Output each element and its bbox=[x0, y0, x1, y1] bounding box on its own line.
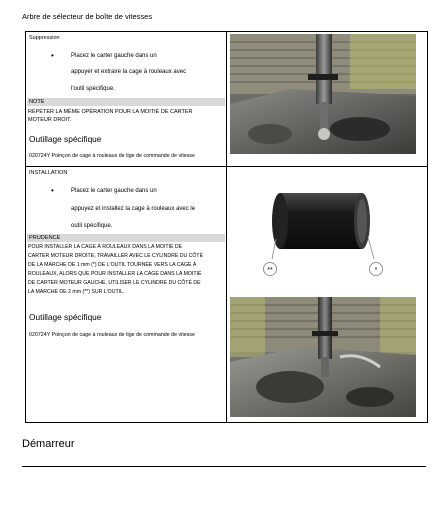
section-divider bbox=[25, 166, 428, 167]
instruction-line: l'outil spécifique. bbox=[71, 86, 115, 92]
instruction-line: Placez le carter gauche dans un bbox=[71, 188, 157, 194]
removal-photo bbox=[230, 34, 416, 154]
special-tools-title: Outillage spécifique bbox=[29, 134, 102, 144]
caution-text-line: LA MARCHE DE 2 mm (**) SUR L'OUTIL. bbox=[28, 289, 125, 295]
caution-text-line: CARTER MOTEUR DROITE, TRAVAILLER AVEC LE CYLINDRE DU CÔTÉ bbox=[28, 253, 204, 259]
instruction-line: outil spécifique. bbox=[71, 223, 113, 229]
column-divider bbox=[226, 31, 227, 423]
tool-cylinder-photo bbox=[230, 169, 416, 289]
section-installation-title: INSTALLATION bbox=[29, 170, 68, 176]
caution-text-line: POUR INSTALLER LA CAGE À ROULEAUX DANS LA MOITIÉ DE bbox=[28, 244, 183, 250]
callout-double-star: ** bbox=[267, 267, 273, 274]
note-label: NOTE bbox=[27, 98, 225, 106]
tool-item: 020724Y Poinçon de cage à rouleaux de tige de commande de vitesse bbox=[29, 153, 195, 159]
instruction-line: appuyez et installez la cage à rouleaux avec le bbox=[71, 206, 196, 212]
caution-text-line: ROULEAUX, ALORS QUE POUR INSTALLER LA CAGE DANS LA MOITIÉ bbox=[28, 271, 202, 277]
instruction-line: appuyer et extraire la cage à rouleaux avec bbox=[71, 69, 187, 75]
special-tools-title: Outillage spécifique bbox=[29, 312, 102, 322]
bottom-divider bbox=[25, 422, 428, 423]
note-text-line: RÉPÉTER LA MÊME OPÉRATION POUR LA MOITIÉ DE CARTER bbox=[28, 109, 193, 115]
page-header-title: Arbre de sélecteur de boîte de vitesses bbox=[22, 12, 153, 21]
bullet: • bbox=[51, 186, 54, 195]
bullet: • bbox=[51, 51, 54, 60]
instruction-line: Placez le carter gauche dans un bbox=[71, 53, 157, 59]
left-border bbox=[25, 31, 26, 423]
installation-photo bbox=[230, 297, 416, 417]
next-section-underline bbox=[22, 466, 426, 467]
caution-text-line: DE CARTER MOTEUR GAUCHE, UTILISER LE CYLINDRE DU CÔTÉ DE bbox=[28, 280, 201, 286]
right-border bbox=[427, 31, 428, 423]
caution-label: PRUDENCE bbox=[27, 234, 225, 242]
tool-item: 020724Y Poinçon de cage à rouleaux de tige de commande de vitesse bbox=[29, 332, 195, 338]
note-text-line: MOTEUR DROIT. bbox=[28, 117, 72, 123]
caution-text-line: DE LA MARCHE DE 1 mm (*) DE L'OUTIL TOURNÉE VERS LA CAGE À bbox=[28, 262, 197, 268]
callout-single-star: * bbox=[374, 267, 378, 274]
next-section-title: Démarreur bbox=[22, 438, 75, 450]
section-removal-title: Suppression bbox=[29, 35, 60, 41]
